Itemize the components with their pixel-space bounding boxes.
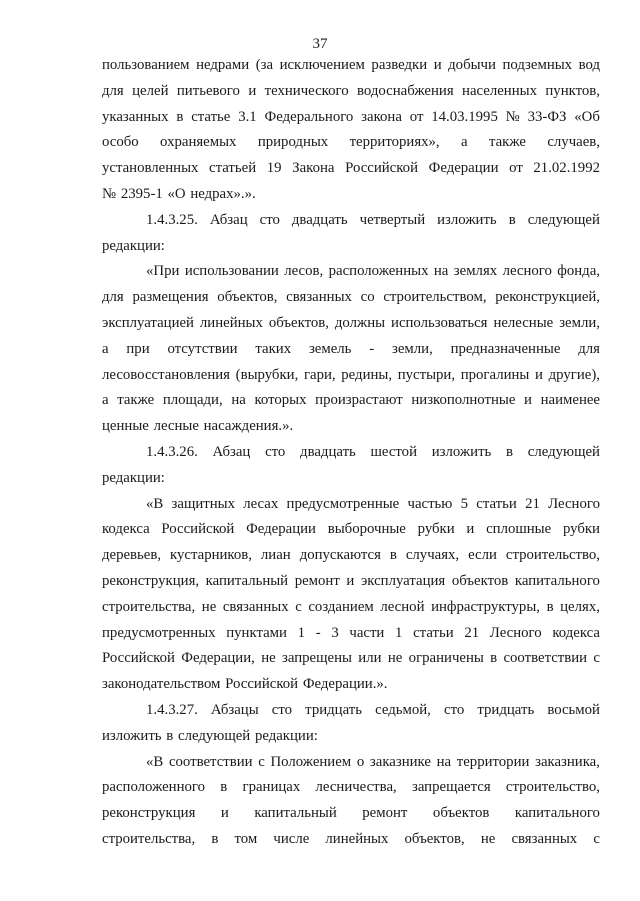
text-line: «В соответствии с Положением о заказнике на территории заказника, bbox=[146, 753, 600, 770]
text-line: редакции: bbox=[102, 237, 165, 254]
text-line: лесовосстановления (вырубки, гари, редины, пустыри, прогалины и другие), bbox=[102, 366, 600, 383]
text-line: эксплуатацией линейных объектов, должны использоваться нелесные земли, bbox=[102, 314, 600, 331]
text-line: указанных в статье 3.1 Федерального закона от 14.03.1995 № 33-ФЗ «Об bbox=[102, 108, 600, 125]
text-line: а также площади, на которых произрастают низкополнотные и наименее bbox=[102, 392, 600, 409]
text-line: «При использовании лесов, расположенных на землях лесного фонда, bbox=[146, 263, 600, 280]
text-line: реконструкция, капитальный ремонт и эксплуатация объектов капитального bbox=[102, 572, 600, 589]
text-line: редакции: bbox=[102, 469, 165, 486]
page-number: 37 bbox=[312, 36, 328, 52]
text-line: строительства, не связанных с созданием лесной инфраструктуры, в целях, bbox=[102, 598, 600, 615]
text-line: 1.4.3.25. Абзац сто двадцать четвертый изложить в следующей bbox=[146, 211, 600, 228]
text-line: особо охраняемых природных территориях», а также случаев, bbox=[102, 134, 600, 151]
text-line: а при отсутствии таких земель - земли, предназначенные для bbox=[102, 340, 600, 357]
text-line: 1.4.3.27. Абзацы сто тридцать седьмой, сто тридцать восьмой bbox=[146, 701, 600, 718]
text-line: расположенного в границах лесничества, запрещается строительство, bbox=[102, 779, 600, 796]
text-line: «В защитных лесах предусмотренные частью 5 статьи 21 Лесного bbox=[146, 495, 600, 512]
text-line: законодательством Российской Федерации.». bbox=[102, 676, 388, 693]
text-line: изложить в следующей редакции: bbox=[102, 727, 318, 744]
document-text bbox=[102, 53, 600, 853]
text-line: деревьев, кустарников, лиан допускаются в случаях, если строительство, bbox=[102, 547, 600, 564]
text-line: ценные лесные насаждения.». bbox=[102, 418, 294, 435]
text-line: реконструкция и капитальный ремонт объектов капитального bbox=[102, 805, 600, 822]
text-line: № 2395-1 «О недрах».». bbox=[102, 185, 256, 202]
text-line: предусмотренных пунктами 1 - 3 части 1 статьи 21 Лесного кодекса bbox=[102, 624, 600, 641]
text-line: для целей питьевого и технического водоснабжения населенных пунктов, bbox=[102, 82, 600, 99]
text-line: Российской Федерации, не запрещены или не ограничены в соответствии с bbox=[102, 650, 600, 667]
text-line: установленных статьей 19 Закона Российской Федерации от 21.02.1992 bbox=[102, 160, 600, 177]
text-line: 1.4.3.26. Абзац сто двадцать шестой изложить в следующей bbox=[146, 443, 600, 460]
text-line: пользованием недрами (за исключением разведки и добычи подземных вод bbox=[102, 57, 600, 73]
text-line: кодекса Российской Федерации выборочные рубки и сплошные рубки bbox=[102, 521, 600, 538]
text-line: для размещения объектов, связанных со строительством, реконструкцией, bbox=[102, 289, 600, 306]
text-line: строительства, в том числе линейных объектов, не связанных с bbox=[102, 830, 600, 847]
